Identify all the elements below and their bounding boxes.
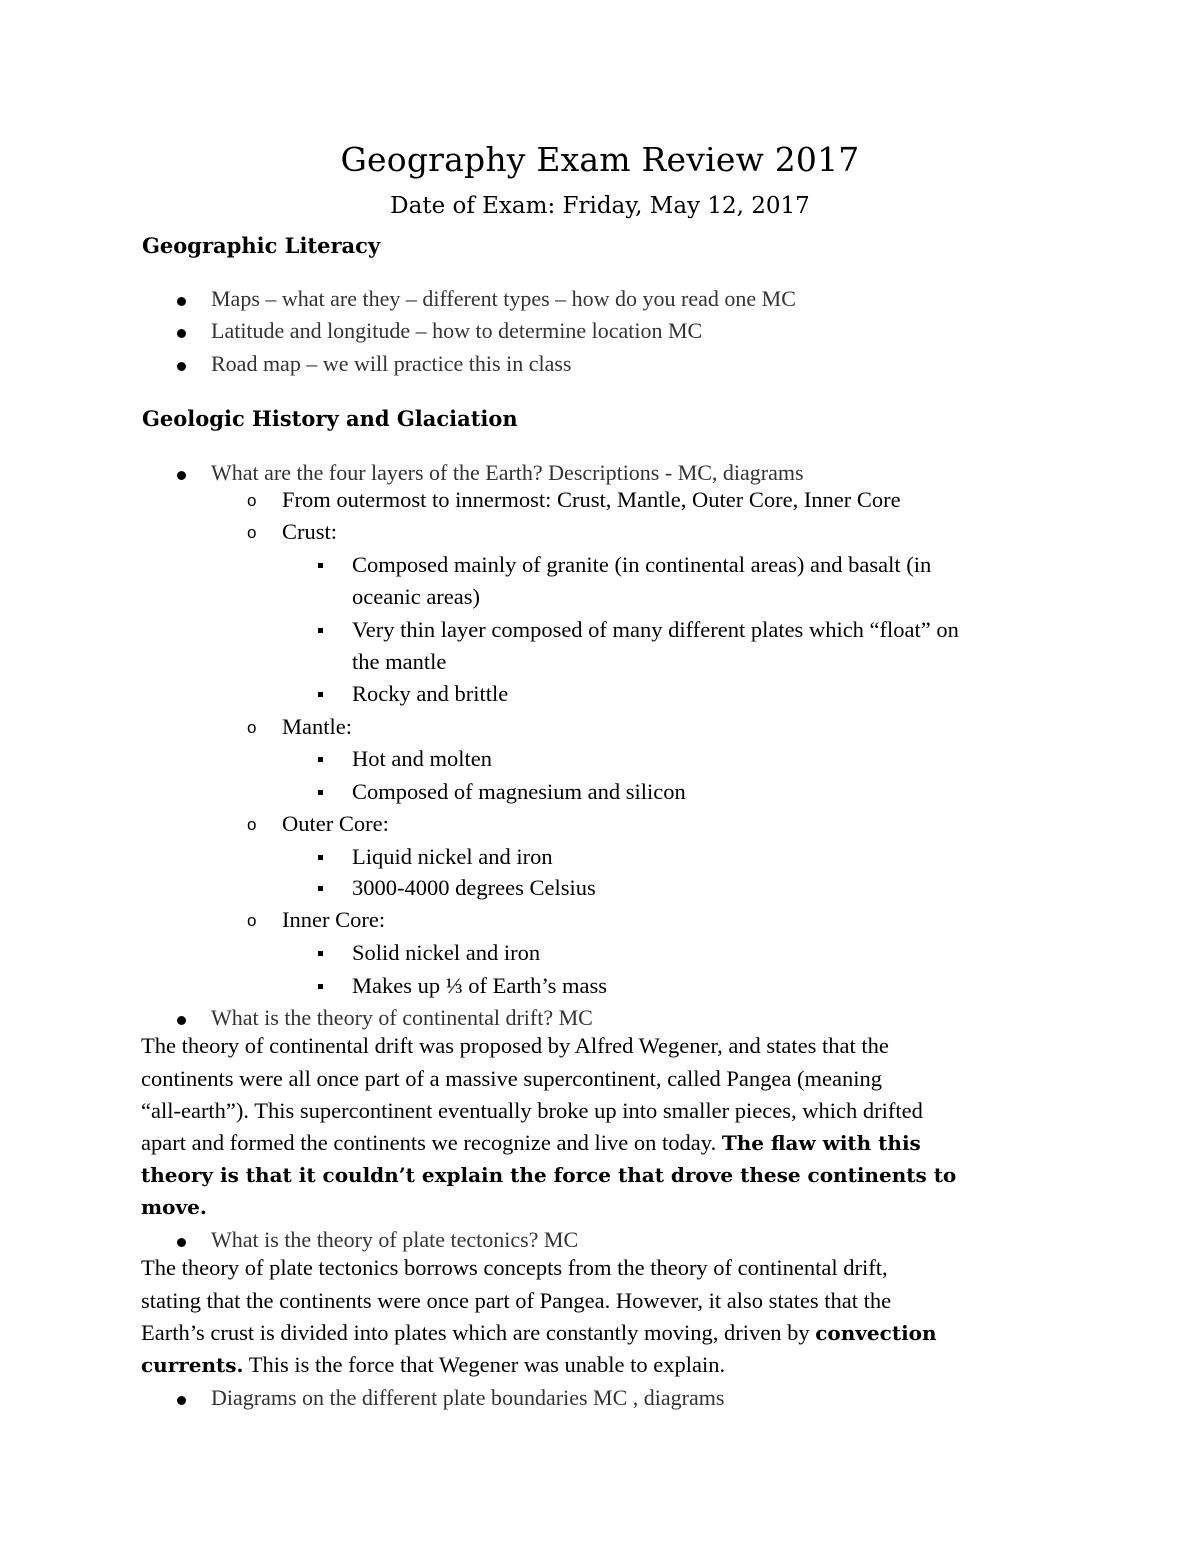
list-item: Diagrams on the different plate boundaries MC , diagrams bbox=[211, 1385, 725, 1410]
section-heading-geologic-history: Geologic History and Glaciation bbox=[142, 406, 518, 431]
bullet-dot bbox=[177, 1396, 186, 1405]
crust-label: Crust: bbox=[282, 519, 338, 544]
square-bullet bbox=[318, 563, 323, 568]
paragraph-line: stating that the continents were once part of Pangea. However, it also states that the bbox=[141, 1288, 892, 1313]
paragraph-line: The theory of continental drift was proposed by Alfred Wegener, and states that the bbox=[141, 1033, 889, 1058]
square-bullet bbox=[318, 790, 323, 795]
outer-core-point: Liquid nickel and iron bbox=[352, 844, 553, 869]
crust-point: Very thin layer composed of many different plates which “float” on bbox=[352, 617, 959, 642]
inner-core-point: Makes up ⅓ of Earth’s mass bbox=[352, 973, 607, 998]
emphasis-text: The flaw with this bbox=[721, 1131, 921, 1155]
bullet-dot bbox=[177, 471, 186, 480]
paragraph-line: “all-earth”). This supercontinent eventually broke up into smaller pieces, which drifted bbox=[141, 1098, 923, 1123]
paragraph-line: continents were all once part of a massive supercontinent, called Pangea (meaning bbox=[141, 1066, 882, 1091]
crust-point: Composed mainly of granite (in continental areas) and basalt (in bbox=[352, 552, 932, 577]
bullet-dot bbox=[177, 362, 186, 371]
square-bullet bbox=[318, 628, 323, 633]
square-bullet bbox=[318, 886, 323, 891]
paragraph-text: Earth’s crust is divided into plates which are constantly moving, driven by bbox=[141, 1320, 816, 1345]
paragraph-text: This is the force that Wegener was unable to explain. bbox=[243, 1352, 726, 1377]
list-item: Maps – what are they – different types – how do you read one MC bbox=[211, 286, 796, 311]
sub-bullet-o: o bbox=[247, 911, 257, 930]
sub-bullet-o: o bbox=[247, 718, 257, 737]
square-bullet bbox=[318, 757, 323, 762]
crust-point-continued: oceanic areas) bbox=[352, 584, 481, 609]
section-heading-geographic-literacy: Geographic Literacy bbox=[142, 233, 381, 258]
bullet-dot bbox=[177, 1016, 186, 1025]
crust-point: Rocky and brittle bbox=[352, 681, 509, 706]
list-item: What is the theory of plate tectonics? MC bbox=[211, 1227, 579, 1252]
bullet-dot bbox=[177, 1238, 186, 1247]
inner-core-point: Solid nickel and iron bbox=[352, 940, 541, 965]
mantle-point: Hot and molten bbox=[352, 746, 492, 771]
mantle-label: Mantle: bbox=[282, 714, 352, 739]
outer-core-point: 3000-4000 degrees Celsius bbox=[352, 875, 596, 900]
layers-order: From outermost to innermost: Crust, Mantle, Outer Core, Inner Core bbox=[282, 487, 901, 512]
list-item: Road map – we will practice this in class bbox=[211, 351, 572, 376]
sub-bullet-o: o bbox=[247, 815, 257, 834]
square-bullet bbox=[318, 855, 323, 860]
square-bullet bbox=[318, 692, 323, 697]
emphasis-line: move. bbox=[141, 1195, 207, 1219]
paragraph-line: The theory of plate tectonics borrows concepts from the theory of continental drift, bbox=[141, 1255, 888, 1280]
inner-core-label: Inner Core: bbox=[282, 907, 386, 932]
bullet-dot bbox=[177, 329, 186, 338]
paragraph-line bbox=[141, 1352, 725, 1378]
list-item: What are the four layers of the Earth? Descriptions - MC, diagrams bbox=[211, 460, 804, 485]
emphasis-text: currents. bbox=[141, 1353, 244, 1377]
paragraph-text: apart and formed the continents we recognize and live on today. bbox=[141, 1130, 722, 1155]
paragraph-line bbox=[141, 1320, 937, 1346]
square-bullet bbox=[318, 951, 323, 956]
sub-bullet-o: o bbox=[247, 523, 257, 542]
exam-date: Date of Exam: Friday, May 12, 2017 bbox=[390, 193, 810, 219]
paragraph-line bbox=[141, 1130, 921, 1156]
bullet-dot bbox=[177, 297, 186, 306]
square-bullet bbox=[318, 984, 323, 989]
list-item: What is the theory of continental drift? MC bbox=[211, 1005, 593, 1030]
list-item: Latitude and longitude – how to determine location MC bbox=[211, 318, 703, 343]
document-title: Geography Exam Review 2017 bbox=[340, 140, 860, 179]
emphasis-line: theory is that it couldn’t explain the force that drove these continents to bbox=[141, 1163, 957, 1187]
mantle-point: Composed of magnesium and silicon bbox=[352, 779, 686, 804]
outer-core-label: Outer Core: bbox=[282, 811, 389, 836]
emphasis-text: convection bbox=[815, 1321, 937, 1345]
sub-bullet-o: o bbox=[247, 491, 257, 510]
crust-point-continued: the mantle bbox=[352, 649, 447, 674]
